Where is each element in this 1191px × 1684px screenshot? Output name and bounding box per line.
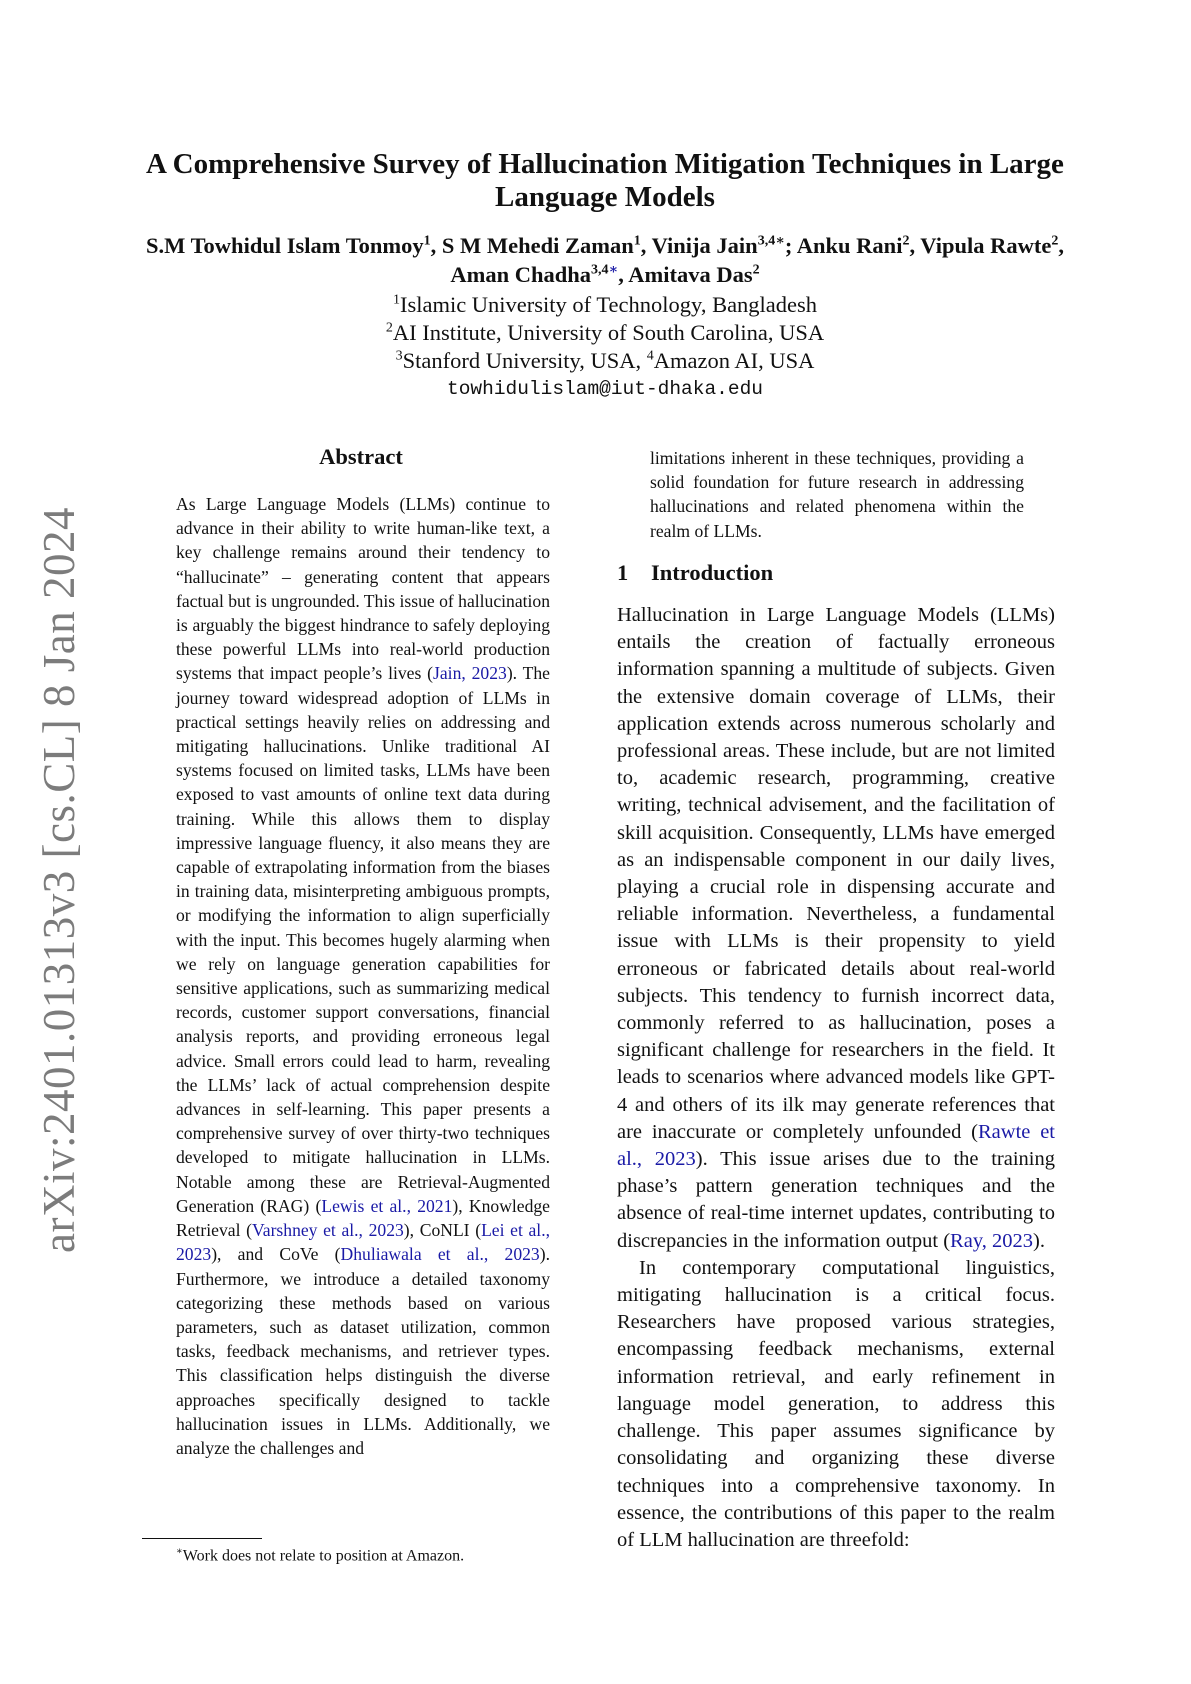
author-separator: , <box>618 262 629 287</box>
affiliation-mark: 4 <box>646 348 654 364</box>
author-affiliation-mark: 2 <box>752 262 760 278</box>
arxiv-sidebar-stamp <box>14 507 104 1253</box>
footnote <box>176 1542 464 1566</box>
citation-link[interactable]: Jain, 2023 <box>433 663 507 684</box>
author-name: Amitava Das <box>628 262 753 287</box>
author-separator: , <box>1058 233 1064 258</box>
citation-link[interactable]: Dhuliawala et al., 2023 <box>340 1244 540 1265</box>
author-separator: , <box>430 233 442 258</box>
contact-email[interactable]: towhidulislam@iut-dhaka.edu <box>447 378 763 400</box>
author-separator: , <box>909 233 921 258</box>
author-footnote-mark: ∗ <box>775 233 785 249</box>
author-affiliation-mark: 1 <box>423 233 431 249</box>
affiliation-mark: 1 <box>392 292 400 308</box>
abstract-text: ), Knowledge Retrieval ( <box>176 1195 550 1241</box>
abstract-text: ). Furthermore, we introduce a detailed taxonomy categorizing these methods based on various parameters, such as dataset utilization, common tasks, feedback mechanisms, and retriever types. This classification helps distinguish the diverse approaches specifically designed to tackle hallucination issues in LLMs. Additionally, we analyze the challenges and <box>176 1244 550 1458</box>
abstract-text: ). The journey toward widespread adoption of LLMs in practical settings heavily relies on addressing and mitigating hallucinations. Unlike traditional AI systems focused on limited tasks, LLMs have been exposed to vast amounts of online text data during training. While this allows them to display impressive language fluency, it also means they are capable of extrapolating information from the biases in training data, misinterpreting ambiguous prompts, or modifying the information to align superficially with the input. This becomes hugely alarming when we rely on language generation capabilities for sensitive applications, such as summarizing medical records, customer support conversations, financial analysis reports, and providing erroneous legal advice. Small errors could lead to harm, revealing the LLMs’ lack of actual comprehension despite advances in self-learning. This paper presents a comprehensive survey of over thirty-two techniques developed to mitigate hallucination in LLMs. Notable among these are Retrieval-Augmented Generation (RAG) ( <box>176 663 550 1216</box>
author-line-1 <box>100 231 1110 260</box>
arxiv-identifier: arXiv:2401.01313v3 [cs.CL] 8 Jan 2024 <box>34 507 84 1253</box>
author-separator: , <box>640 233 652 258</box>
author-name: Anku Rani <box>796 233 903 258</box>
author-name: Vinija Jain <box>651 233 758 258</box>
citation-link[interactable]: Ray, 2023 <box>950 1229 1033 1252</box>
author-name: Vipula Rawte <box>920 233 1052 258</box>
author-name: S.M Towhidul Islam Tonmoy <box>146 233 424 258</box>
section-number: 1 <box>617 560 629 585</box>
affiliations <box>100 291 1110 403</box>
author-affiliation-mark: 2 <box>1051 233 1059 249</box>
author-separator: ; <box>784 233 797 258</box>
author-name: Aman Chadha <box>450 262 592 287</box>
author-affiliation-mark: 1 <box>633 233 641 249</box>
footnote-text: Work does not relate to position at Amazon. <box>182 1547 465 1565</box>
author-affiliation-mark: 3,4 <box>757 233 776 249</box>
abstract-body <box>176 492 550 1460</box>
author-footnote-link[interactable]: ∗ <box>608 262 619 278</box>
footnote-mark: ∗ <box>176 1546 183 1557</box>
paragraph: In contemporary computational linguistics, mitigating hallucination is a critical focus. Researchers have proposed various strategies, encompassing feedback mechanisms, external information retrieval, and early refinement in language model generation, to address this challenge. This paper assumes significance by consolidating and organizing these diverse techniques into a comprehensive taxonomy. In essence, the contributions of this paper to the realm of LLM hallucination are threefold: <box>617 1256 1055 1551</box>
introduction-body <box>617 602 1055 1554</box>
author-line-2 <box>100 260 1110 289</box>
affiliation-2 <box>100 319 1110 347</box>
affiliation-3 <box>100 347 1110 375</box>
abstract-heading: Abstract <box>319 444 403 469</box>
citation-link[interactable]: Lei et al., 2023 <box>176 1220 550 1265</box>
section-heading-introduction <box>617 560 773 586</box>
title-line-1: A Comprehensive Survey of Hallucination Mitigation Techniques in Large <box>146 148 1064 180</box>
affiliation-text: Islamic University of Technology, Bangladesh <box>399 292 818 317</box>
author-affiliation-mark: 2 <box>902 233 910 249</box>
paragraph-text: Hallucination in Large Language Models (LLMs) entails the creation of factually erroneous information spanning a multitude of subjects. Given the extensive domain coverage of LLMs, their application extends across numerous scholarly and professional areas. These include, but are not limited to, academic research, programming, creative writing, technical advisement, and the facilitation of skill acquisition. Consequently, LLMs have emerged as an indispensable component in our daily lives, playing a crucial role in dispensing accurate and reliable information. Nevertheless, a fundamental issue with LLMs is their propensity to yield erroneous or fabricated details about real-world subjects. This tendency to furnish incorrect data, commonly referred to as hallucination, poses a significant challenge for researchers in the field. It leads to scenarios where advanced models like GPT-4 and others of its ilk may generate references that are inaccurate or completely unfounded ( <box>617 604 1055 1143</box>
citation-link[interactable]: Varshney et al., 2023 <box>252 1220 404 1241</box>
citation-link[interactable]: Rawte et al., 2023 <box>617 1120 1055 1171</box>
author-list <box>100 231 1110 289</box>
affiliation-text: AI Institute, University of South Carolina, USA <box>392 320 825 345</box>
affiliation-mark: 3 <box>395 348 403 364</box>
paragraph-text: ). <box>1033 1229 1045 1252</box>
affiliation-mark: 2 <box>385 320 393 336</box>
affiliation-text: Amazon AI, USA <box>653 348 815 373</box>
paragraph <box>617 602 1055 1255</box>
footnote-divider <box>142 1538 262 1539</box>
author-affiliation-mark: 3,4 <box>591 262 609 278</box>
affiliation-text: Stanford University, USA, <box>402 348 647 373</box>
abstract-continued: limitations inherent in these techniques, providing a solid foundation for future research in addressing hallucinations and related phenomena within the realm of LLMs. <box>650 448 1024 541</box>
abstract-text: ), and CoVe ( <box>211 1244 341 1265</box>
paper-title <box>100 148 1110 214</box>
paragraph-text: ). This issue arises due to the training phase’s pattern generation techniques and the absence of real-time internet updates, contributing to discrepancies in the information output ( <box>617 1148 1055 1252</box>
author-name: S M Mehedi Zaman <box>441 233 634 258</box>
abstract-text: ), CoNLI ( <box>403 1220 482 1241</box>
affiliation-1 <box>100 291 1110 319</box>
abstract-text: As Large Language Models (LLMs) continue to advance in their ability to write human-like text, a key challenge remains around their tendency to “hallucinate” – generating content that appears factual but is ungrounded. This issue of hallucination is arguably the biggest hindrance to safely deploying these powerful LLMs into real-world production systems that impact people’s lives ( <box>176 494 550 684</box>
section-title: Introduction <box>651 560 774 585</box>
citation-link[interactable]: Lewis et al., 2021 <box>321 1195 453 1216</box>
title-line-2: Language Models <box>495 181 715 213</box>
